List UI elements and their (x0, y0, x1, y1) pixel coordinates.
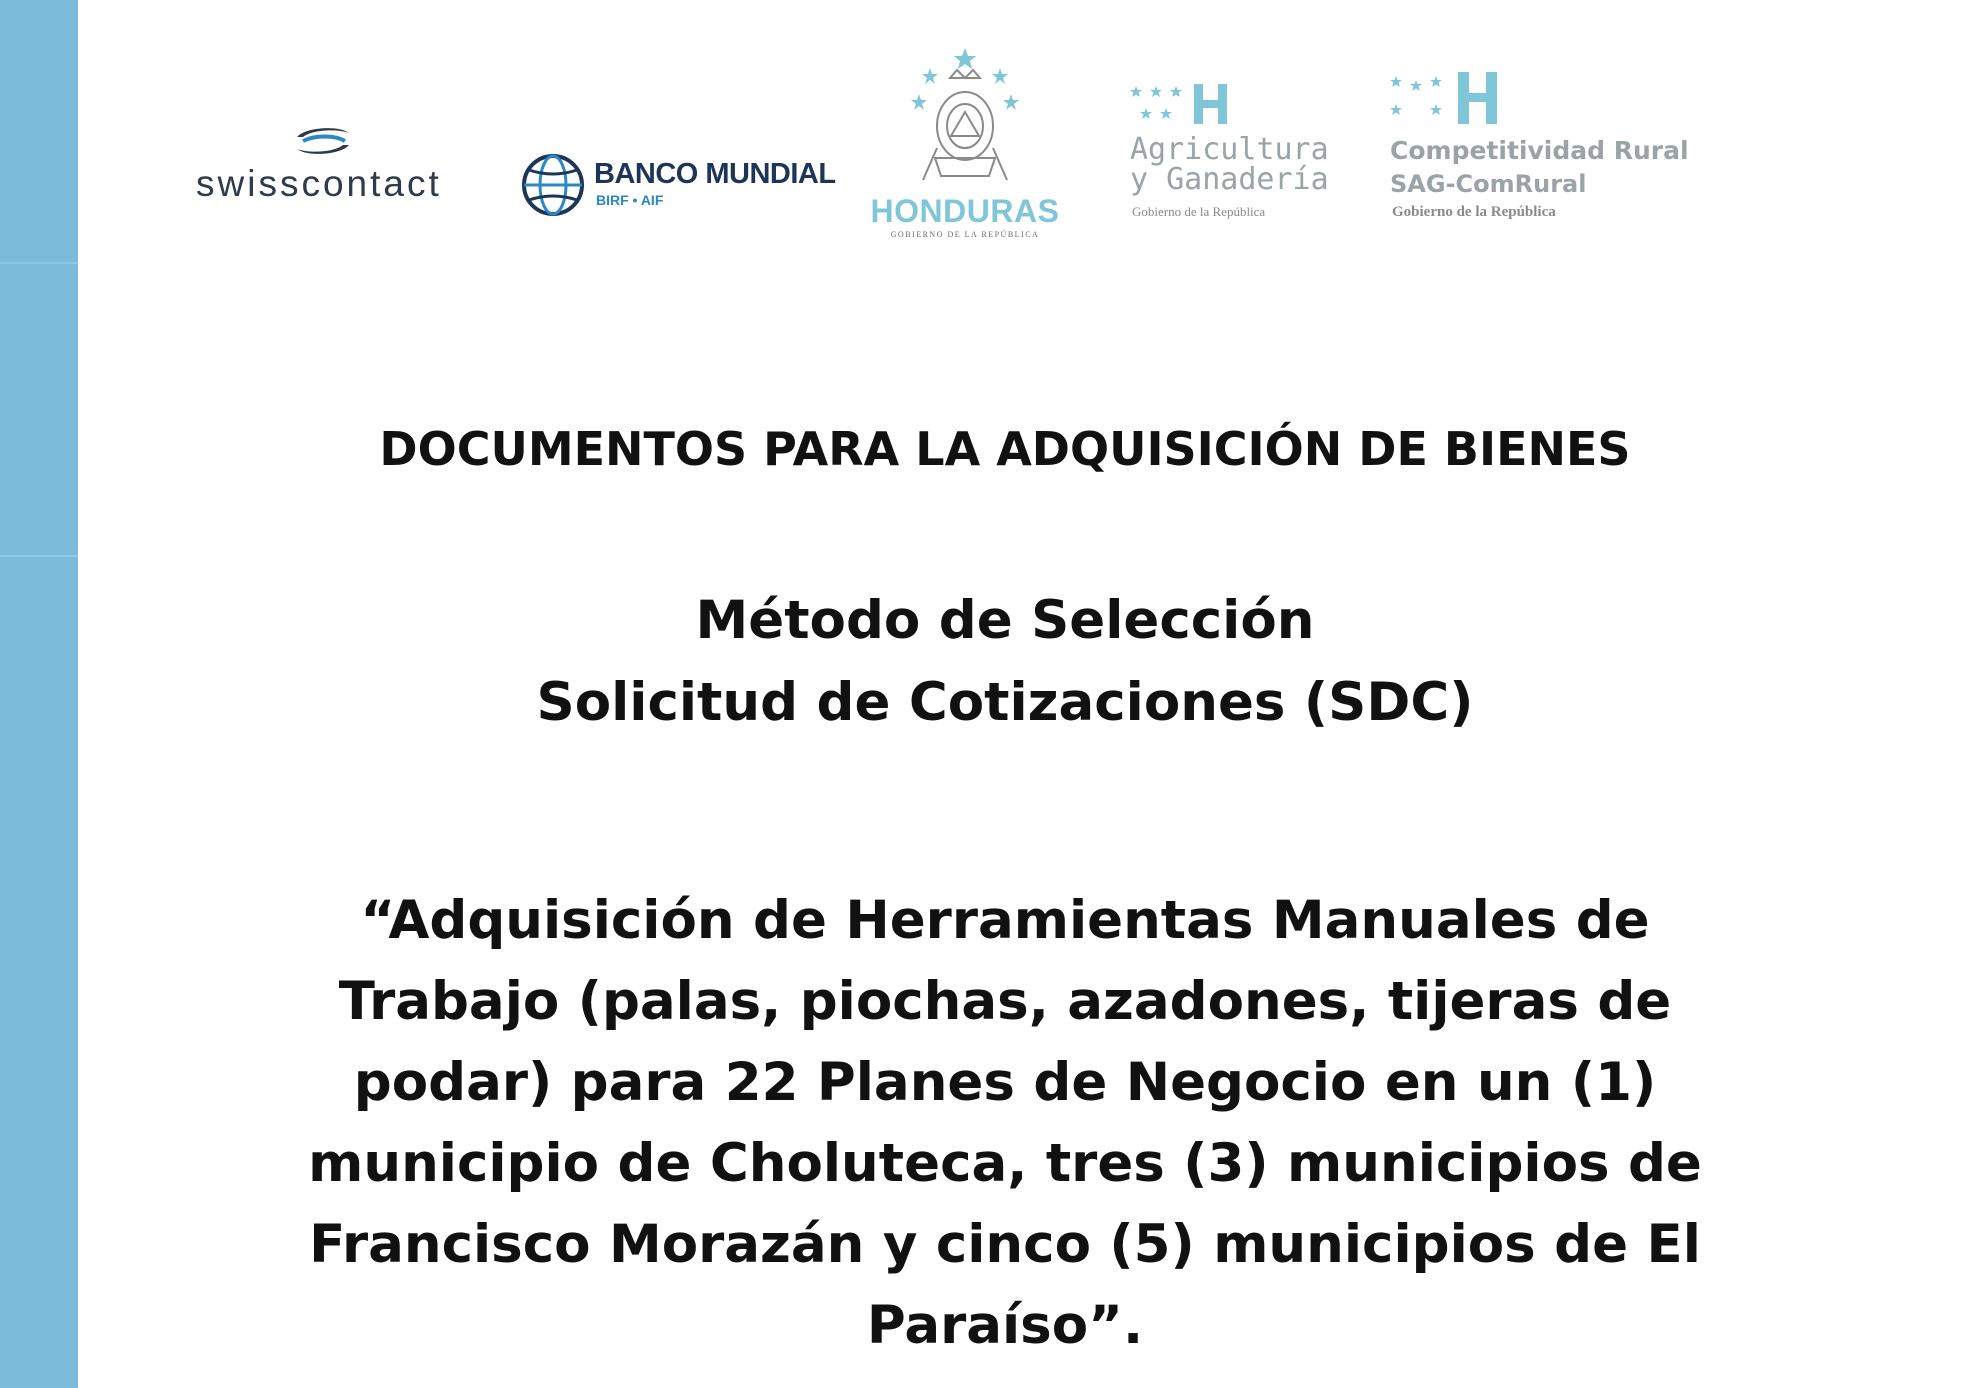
logo-strip (78, 0, 1985, 270)
agricultura-ganaderia-logo (1130, 80, 1360, 230)
agricultura-wordmark-line2: y Ganadería (1130, 162, 1329, 197)
agricultura-subtitle: Gobierno de la República (1132, 204, 1266, 219)
honduras-logo (860, 48, 1070, 248)
side-bar-seam (0, 262, 78, 264)
honduras-wordmark: HONDURAS (870, 193, 1060, 229)
banco-mundial-subtitle: BIRF • AIF (596, 192, 664, 208)
globe-icon (520, 152, 586, 218)
swisscontact-logo (196, 125, 481, 205)
banco-mundial-wordmark: BANCO MUNDIAL (594, 158, 836, 190)
swisscontact-wordmark: swisscontact (196, 163, 442, 204)
swisscontact-swirl-icon (291, 125, 355, 157)
project-title-line: podar) para 22 Planes de Negocio en un (1) (353, 1052, 1657, 1113)
side-accent-bar (0, 0, 78, 1388)
method-line: Método de Selección (695, 590, 1315, 651)
honduras-coat-of-arms-icon (905, 48, 1025, 193)
agricultura-wordmark-line1: Agricultura (1130, 132, 1329, 167)
project-title-line: municipio de Choluteca, tres (3) municipios de (308, 1133, 1702, 1194)
selection-method (180, 580, 1830, 744)
stars-h-icon (1130, 80, 1240, 128)
project-title-line: “Adquisición de Herramientas Manuales de (360, 890, 1650, 951)
competitividad-rural-wordmark: Competitividad Rural (1390, 136, 1689, 165)
project-title-line: Paraíso”. (866, 1295, 1144, 1356)
document-heading (180, 418, 1830, 480)
project-title-line: Francisco Morazán y cinco (5) municipios de El (309, 1214, 1701, 1275)
heading-text: DOCUMENTOS PARA LA ADQUISICIÓN DE BIENES (379, 422, 1631, 476)
side-bar-seam (0, 555, 78, 557)
competitividad-rural-subtitle: Gobierno de la República (1392, 204, 1556, 220)
stars-h-icon (1390, 70, 1510, 126)
sag-comrural-wordmark: SAG-ComRural (1390, 170, 1587, 198)
honduras-subtitle: GOBIERNO DE LA REPÚBLICA (890, 230, 1040, 239)
project-title (180, 880, 1830, 1366)
competitividad-rural-logo (1390, 70, 1770, 230)
project-title-line: Trabajo (palas, piochas, azadones, tijeras de (338, 971, 1672, 1032)
method-line: Solicitud de Cotizaciones (SDC) (536, 672, 1474, 733)
